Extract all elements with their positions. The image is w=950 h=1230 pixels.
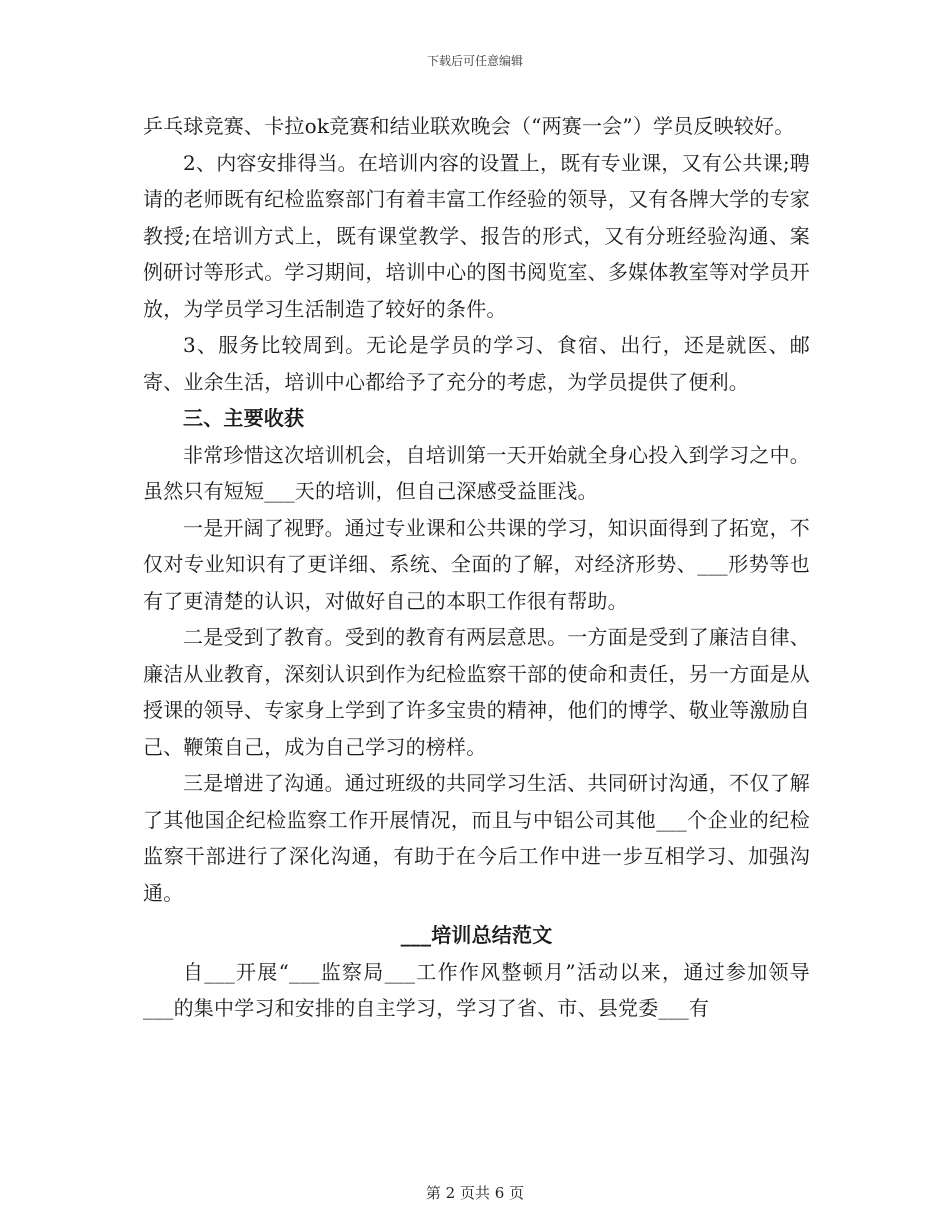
document-body bbox=[143, 108, 810, 1027]
paragraph-cherish-opportunity: 非常珍惜这次培训机会，自培训第一天开始就全身心投入到学习之中。虽然只有短短___天的培训，但自己深感受益匪浅。 bbox=[143, 442, 810, 503]
paragraph-communication: 三是增进了沟通。通过班级的共同学习生活、共同研讨沟通，不仅了解了其他国企纪检监察工作开展情况，而且与中铝公司其他___个企业的纪检监察干部进行了深化沟通，有助于在今后工作中进一步互相学习、加强沟通。 bbox=[143, 771, 810, 905]
page-footer: 第 2 页共 6 页 bbox=[425, 1184, 525, 1202]
section-heading-main-gains: 三、主要收获 bbox=[183, 406, 305, 430]
paragraph-article-intro: 自___开展“___监察局___工作作风整顿月”活动以来，通过参加领导___的集中学习和安排的自主学习，学习了省、市、县党委___有 bbox=[143, 959, 810, 1020]
paragraph-continued: 乒乓球竞赛、卡拉ok竞赛和结业联欢晚会（“两赛一会”）学员反映较好。 bbox=[143, 114, 795, 138]
page-header: 下载后可任意编辑 bbox=[426, 54, 523, 68]
article-title: ___培训总结范文 bbox=[400, 923, 553, 947]
paragraph-education: 二是受到了教育。受到的教育有两层意思。一方面是受到了廉洁自律、廉洁从业教育，深刻认识到作为纪检监察干部的使命和责任，另一方面是从授课的领导、专家身上学到了许多宝贵的精神，他们的博学、敬业等激励自己、鞭策自己，成为自己学习的榜样。 bbox=[143, 625, 810, 759]
paragraph-broaden-vision: 一是开阔了视野。通过专业课和公共课的学习，知识面得到了拓宽，不仅对专业知识有了更详细、系统、全面的了解，对经济形势、___形势等也有了更清楚的认识，对做好自己的本职工作很有帮助。 bbox=[143, 515, 810, 613]
paragraph-service: 3、服务比较周到。无论是学员的学习、食宿、出行，还是就医、邮寄、业余生活，培训中心都给予了充分的考虑，为学员提供了便利。 bbox=[143, 333, 810, 394]
paragraph-content-arrangement: 2、内容安排得当。在培训内容的设置上，既有专业课，又有公共课;聘请的老师既有纪检监察部门有着丰富工作经验的领导，又有各牌大学的专家教授;在培训方式上，既有课堂教学、报告的形式，又有分班经验沟通、案例研讨等形式。学习期间，培训中心的图书阅览室、多媒体教室等对学员开放，为学员学习生活制造了较好的条件。 bbox=[143, 150, 810, 321]
